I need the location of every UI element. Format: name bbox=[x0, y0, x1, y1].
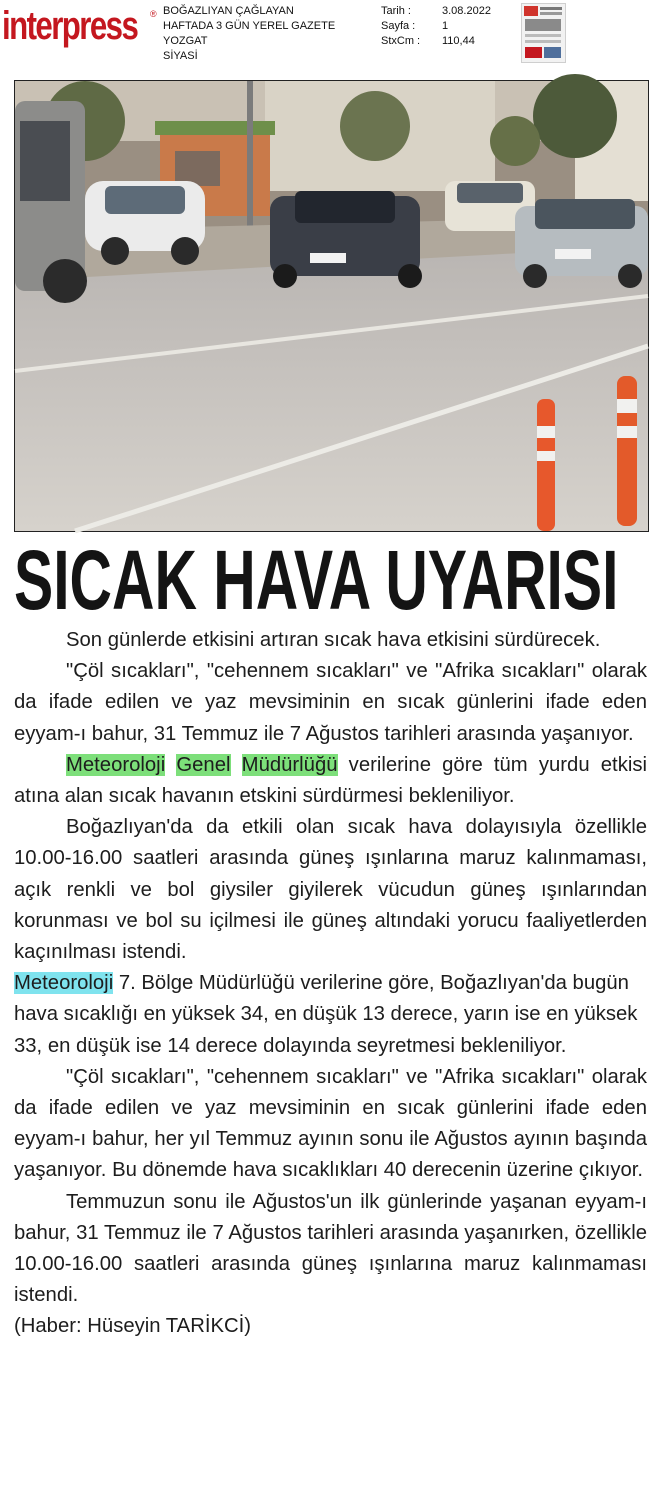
date-label: Tarih : bbox=[381, 5, 411, 17]
size-label: StxCm : bbox=[381, 35, 421, 47]
paragraph bbox=[14, 750, 647, 812]
article-body bbox=[14, 625, 647, 1343]
highlighted-term: Meteoroloji bbox=[14, 972, 114, 995]
newspaper-page-thumbnail-icon bbox=[521, 3, 566, 63]
highlighted-term: Meteoroloji bbox=[66, 753, 166, 776]
meta-labels bbox=[381, 4, 420, 49]
publication-frequency: HAFTADA 3 GÜN YEREL GAZETE bbox=[163, 20, 336, 32]
paragraph: Temmuzun sonu ile Ağustos'un ilk günlerinde yaşanan eyyam-ı bahur, 31 Temmuz ile 7 Ağustos tarihleri arasında yaşanırken, özellikle 10.00-16.00 saatleri arasında güneş ışınlarına maruz kalınmaması istendi. bbox=[14, 1190, 647, 1307]
publication-info bbox=[163, 4, 335, 64]
article-headline: SICAK HAVA UYARISI bbox=[14, 533, 619, 627]
clipping-header bbox=[0, 0, 667, 72]
date-value: 3.08.2022 bbox=[442, 5, 491, 17]
paragraph: Son günlerde etkisini artıran sıcak hava etkisini sürdürecek. bbox=[66, 629, 601, 651]
paragraph-text: 7. Bölge Müdürlüğü verilerine göre, Boğazlıyan'da bugün hava sıcaklığı en yüksek 34, en düşük 13 derece, yarın ise en yüksek 33, en düşük ise 14 derece dolayında seyretmesi bekleniliyor. bbox=[14, 972, 638, 1057]
paragraph bbox=[14, 968, 647, 1062]
registered-mark: ® bbox=[150, 9, 157, 19]
page-label: Sayfa : bbox=[381, 20, 416, 32]
paragraph: "Çöl sıcakları", "cehennem sıcakları" ve "Afrika sıcakları" olarak da ifade edilen ve yaz mevsiminin en sıcak günlerini ifade eden eyyam-ı bahur, her yıl Temmuz ayının sonu ile Ağustos ayının başında yaşanıyor. Bu dönemde hava sıcaklıkları 40 derecenin üzerine çıkıyor. bbox=[14, 1065, 647, 1182]
paragraph: Boğazlıyan'da da etkili olan sıcak hava dolayısıyla özellikle 10.00-16.00 saatleri arasında güneş ışınlarına maruz kalınmaması, açık renkli ve bol giysiler giyilerek vücudun güneş ışınlarından korunması ve bol su içilmesi ile güneş altındaki yorucu faaliyetlerden kaçınılması istendi. bbox=[14, 816, 647, 964]
interpress-logo: interpress bbox=[2, 4, 138, 48]
publication-city: YOZGAT bbox=[163, 35, 208, 47]
publication-name: BOĞAZLIYAN ÇAĞLAYAN bbox=[163, 5, 294, 17]
page-value: 1 bbox=[442, 20, 449, 32]
street-photo bbox=[14, 80, 649, 532]
publication-category: SİYASİ bbox=[163, 50, 198, 62]
highlighted-term: Genel bbox=[176, 753, 231, 776]
paragraph: "Çöl sıcakları", "cehennem sıcakları" ve "Afrika sıcakları" olarak da ifade edilen ve yaz mevsiminin en sıcak günlerini ifade eden eyyam-ı bahur, 31 Temmuz ile 7 Ağustos tarihleri arasında yaşanıyor. bbox=[14, 660, 647, 745]
highlighted-term: Müdürlüğü bbox=[241, 753, 338, 776]
size-value: 110,44 bbox=[442, 35, 475, 47]
byline: (Haber: Hüseyin TARİKCİ) bbox=[14, 1315, 252, 1338]
paragraph-text: verilerine göre tüm yurdu etkisi atına alan sıcak havanın etskini sürdürmesi bekleniliyor. bbox=[14, 753, 647, 808]
meta-values bbox=[442, 4, 491, 49]
